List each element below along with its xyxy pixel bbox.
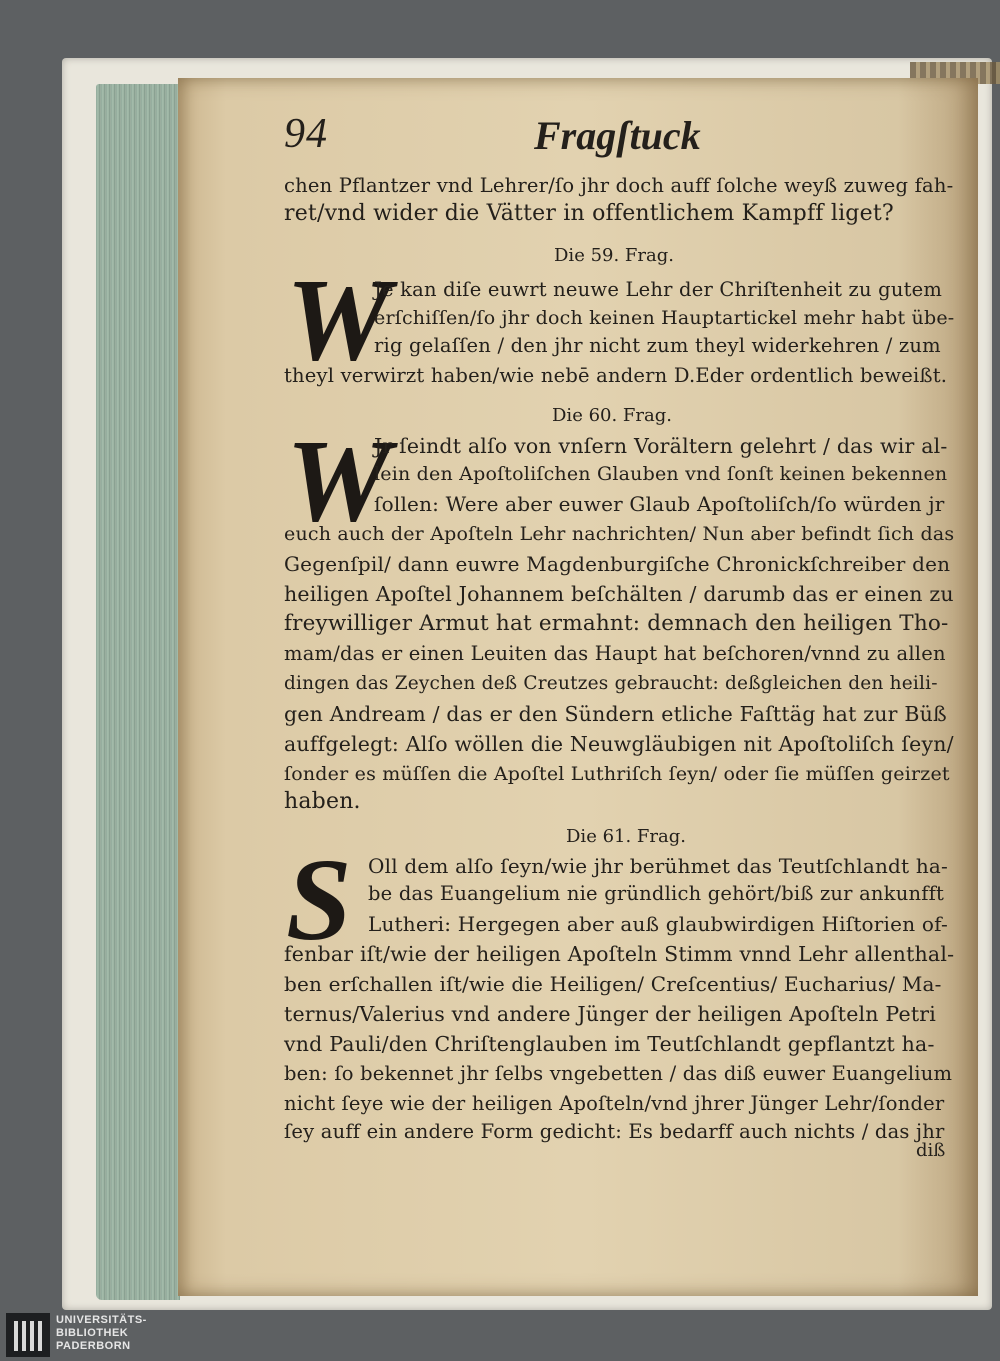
section-heading: Die 60. Frag. <box>552 405 672 426</box>
text-line: vnd Pauli/den Chriſtenglauben im Teutſchlandt gepflantzt ha- <box>284 1032 935 1056</box>
text-line: ſollen: Were aber euwer Glaub Apoſtoliſch/ſo würden jr <box>374 492 945 516</box>
text-line: be das Euangelium nie gründlich gehört/biß zur ankunfft <box>368 882 945 905</box>
text-line: Gegenſpil/ dann euwre Magdenburgiſche Chronickſchreiber den <box>284 552 951 576</box>
text-line: gen Andream / das er den Sündern etliche Faſttäg hat zur Büß <box>284 702 947 726</box>
drop-cap: W <box>286 415 391 546</box>
text-line: haben. <box>284 789 361 814</box>
catchword: diß <box>916 1140 946 1161</box>
text-line: freywilliger Armut hat ermahnt: demnach den heiligen Tho- <box>284 611 949 636</box>
library-label-line: UNIVERSITÄTS- <box>56 1314 147 1326</box>
library-label-line: BIBLIOTHEK <box>56 1327 129 1339</box>
page-edges <box>96 84 180 1300</box>
page-number: 94 <box>284 111 328 157</box>
drop-cap: W <box>286 254 391 385</box>
text-line: Je kan diſe euwrt neuwe Lehr der Chriſtenheit zu gutem <box>374 278 943 301</box>
text-line: Lutheri: Hergegen aber auß glaubwirdigen Hiſtorien of- <box>368 912 948 936</box>
text-line: theyl verwirzt haben/wie nebē andern D.Eder ordentlich beweißt. <box>284 364 948 387</box>
text-line: fenbar iſt/wie der heiligen Apoſteln Stimm vnnd Lehr allenthal- <box>284 942 955 966</box>
text-line: mam/das er einen Leuiten das Haupt hat beſchoren/vnnd zu allen <box>284 642 946 665</box>
section-heading: Die 61. Frag. <box>566 826 686 847</box>
text-line: erſchiſſen/ſo jhr doch keinen Hauptartickel mehr habt übe- <box>374 307 955 329</box>
text-line: Oll dem alſo ſeyn/wie jhr berühmet das Teutſchlandt ha- <box>368 854 948 878</box>
text-line: euch auch der Apoſteln Lehr nachrichten/ Nun aber befindt ſich das <box>284 523 955 545</box>
text-line: ben: ſo bekennet jhr ſelbs vngebetten / das diß euwer Euangelium <box>284 1062 953 1085</box>
text-line: dingen das Zeychen deß Creutzes gebraucht: deßgleichen den heili- <box>284 673 938 694</box>
drop-cap: S <box>286 834 352 965</box>
text-line: Jr ſeindt alſo von vnſern Vorältern gelehrt / das wir al- <box>374 434 948 458</box>
text-line: chen Pflantzer vnd Lehrer/ſo jhr doch auff ſolche weyß zuweg fah- <box>284 174 954 197</box>
section-heading: Die 59. Frag. <box>554 245 674 266</box>
library-label <box>56 1314 147 1353</box>
text-line: ben erſchallen iſt/wie die Heiligen/ Creſcentius/ Eucharius/ Ma- <box>284 972 942 996</box>
text-line: ret/vnd wider die Vätter in offentlichem Kampff liget? <box>284 201 894 226</box>
text-line: nicht ſeye wie der heiligen Apoſteln/vnd jhrer Jünger Lehr/ſonder <box>284 1092 945 1115</box>
library-label-line: PADERBORN <box>56 1340 131 1352</box>
text-line: auffgelegt: Alſo wöllen die Neuwgläubigen nit Apoſtoliſch ſeyn/ <box>284 732 954 756</box>
text-line: rig gelaſſen / den jhr nicht zum theyl widerkehren / zum <box>374 334 941 357</box>
text-line: ternus/Valerius vnd andere Jünger der heiligen Apoſteln Petri <box>284 1002 937 1026</box>
library-logo-icon <box>6 1313 50 1357</box>
text-line: ſey auff ein andere Form gedicht: Es bedarff auch nichts / das jhr <box>284 1120 945 1143</box>
text-line: heiligen Apoſtel Johannem beſchälten / darumb das er einen zu <box>284 582 954 606</box>
running-head: Fragſtuck <box>534 113 701 158</box>
text-line: lein den Apoſtoliſchen Glauben vnd ſonſt keinen bekennen <box>374 463 948 485</box>
text-line: ſonder es müſſen die Apoſtel Luthriſch ſeyn/ oder ſie müſſen geirzet <box>284 763 950 785</box>
